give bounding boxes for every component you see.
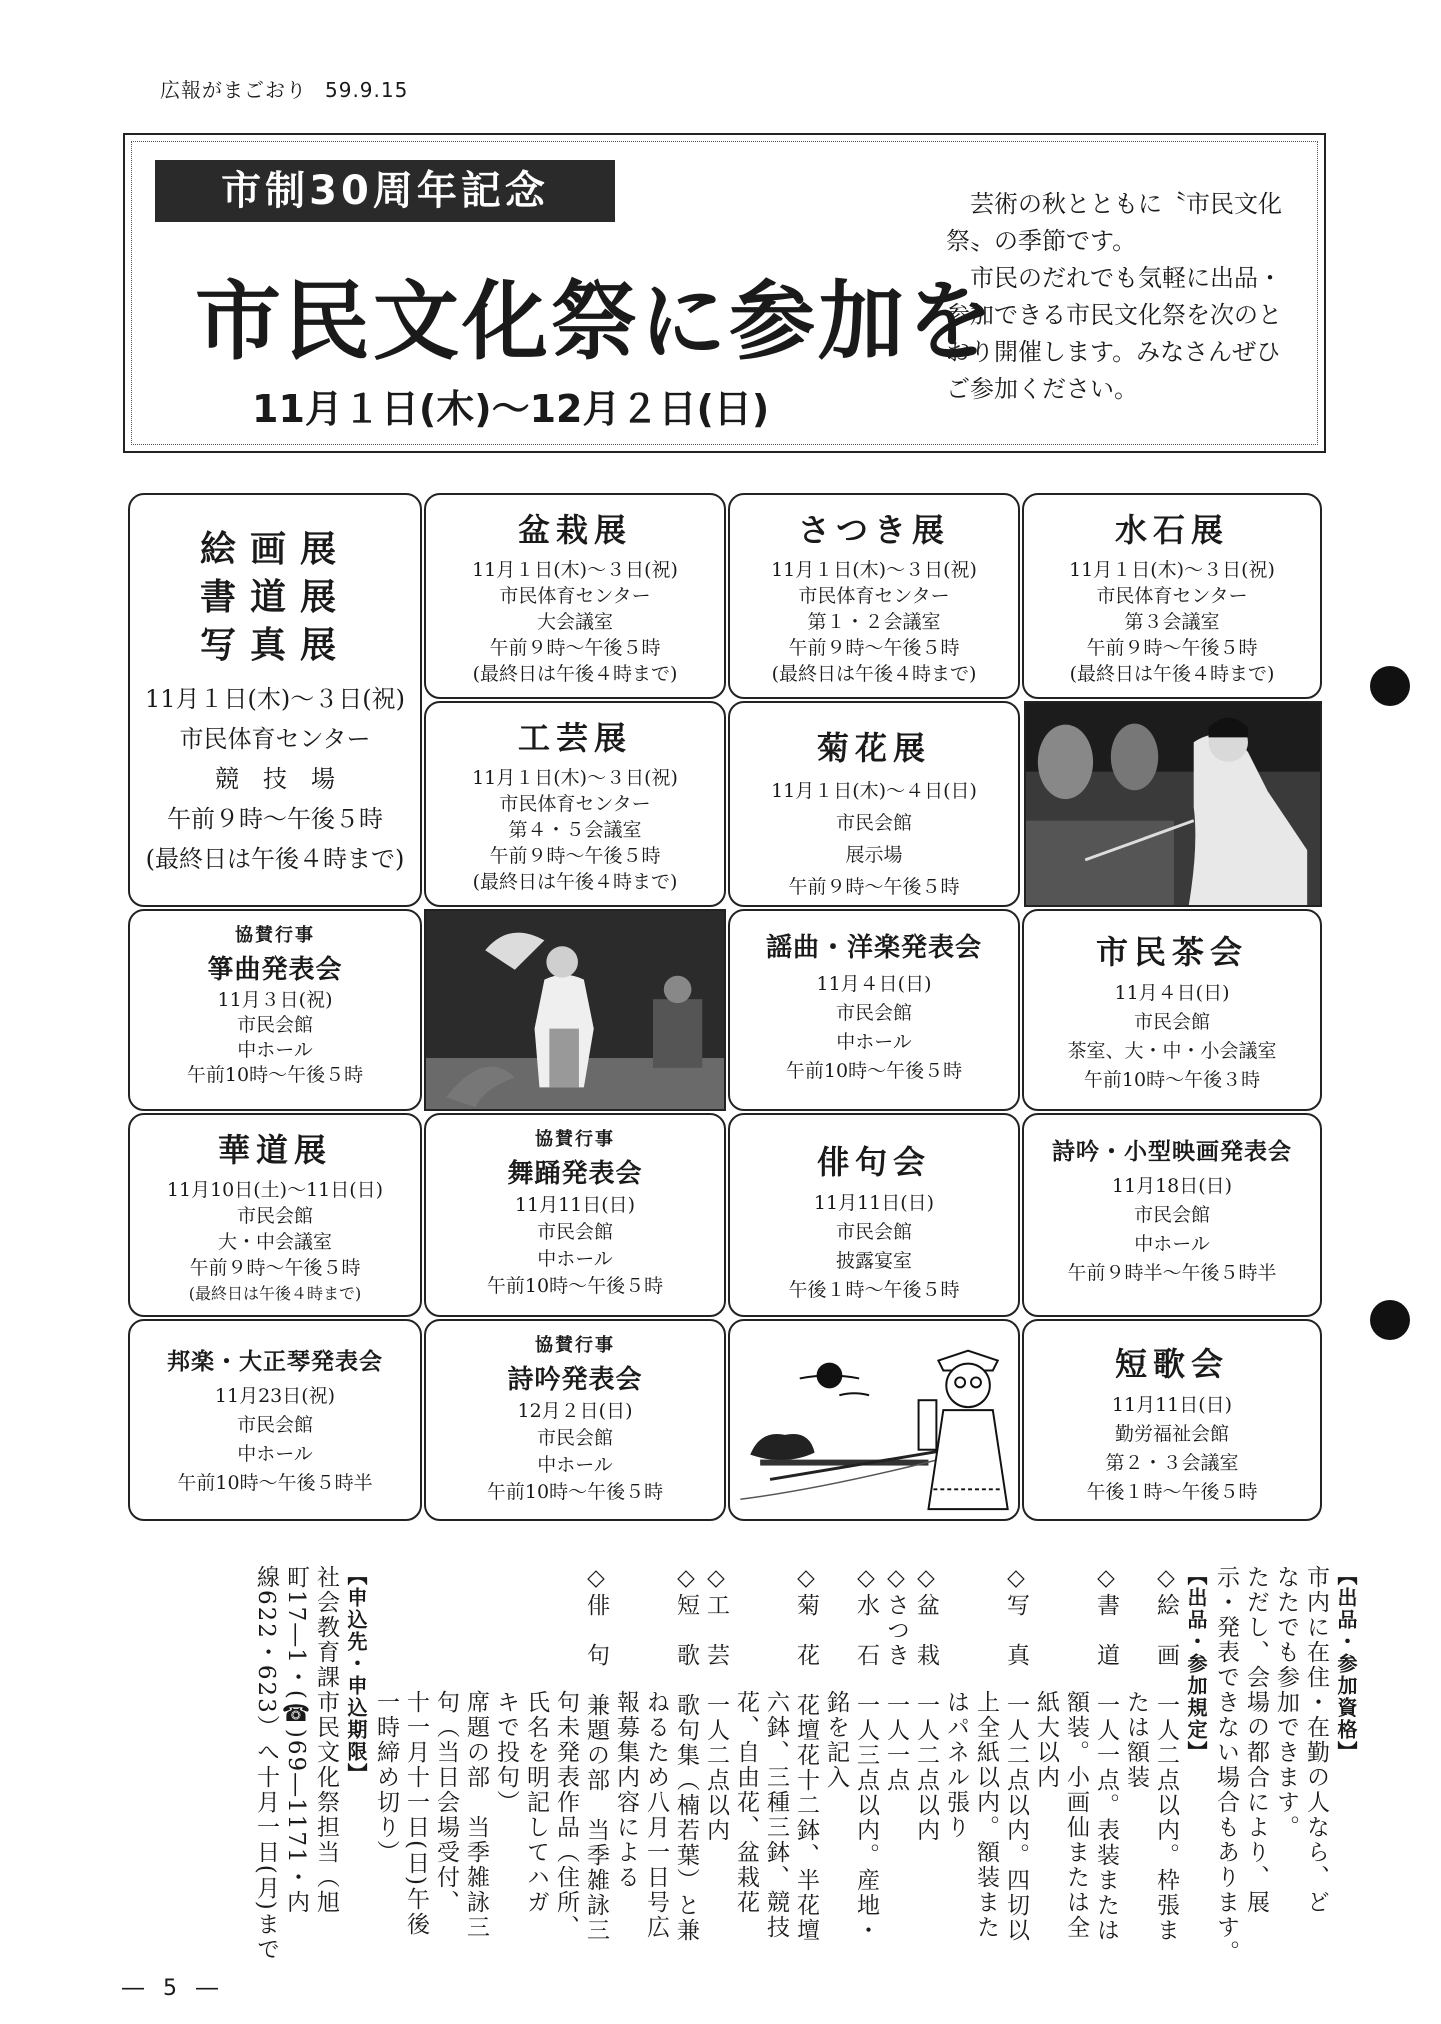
event-room: 披露宴室 [835, 1250, 912, 1272]
event-card-ikebana [128, 1113, 422, 1317]
event-hours: 午前９時～午後５時 [489, 637, 661, 659]
rules-line: 一時締め切り） [373, 1565, 399, 1865]
rules-line: ◇菊 花 花壇花十二鉢、半花壇 [793, 1565, 819, 1943]
rules-line: 市内に在住・在勤の人なら、ど [1303, 1565, 1329, 1915]
event-date: 11月11日(日) [1111, 1394, 1233, 1416]
event-date: 11月11日(日) [514, 1194, 636, 1216]
intro-text [946, 186, 1296, 408]
event-hours: 午前９時半～午後５時半 [1067, 1262, 1277, 1284]
event-room: 中ホール [537, 1454, 613, 1476]
event-note: (最終日は午後４時まで) [472, 871, 678, 893]
event-card-dance [424, 1113, 726, 1317]
poet-illustration [728, 1319, 1020, 1521]
rules-line: 銘を記入 [823, 1565, 849, 1790]
festival-period: 11月１日(木)～12月２日(日) [252, 387, 770, 431]
rules-line: ◇絵 画 一人二点以内。枠張ま [1153, 1565, 1179, 1943]
event-hours: 午前９時～午後５時 [189, 1257, 361, 1279]
event-hours: 午前10時～午後３時 [1083, 1069, 1261, 1091]
event-card-suiseki [1022, 493, 1322, 699]
event-title: 短歌会 [1114, 1345, 1229, 1383]
event-card-noh-music [728, 909, 1020, 1111]
event-title: 市民茶会 [1095, 933, 1248, 971]
event-title: 謡曲・洋楽発表会 [765, 933, 982, 963]
event-note: (最終日は午後４時まで) [771, 663, 977, 685]
eligibility-heading: 【出品・参加資格】 [1331, 1565, 1361, 1945]
rules-line: 十一月十一日(日)午後 [403, 1565, 429, 1937]
event-hours: 午前９時～午後５時 [788, 876, 960, 898]
regulations-heading: 【出品・参加規定】 [1181, 1565, 1211, 1945]
event-title: 菊花展 [816, 729, 931, 767]
event-hours: 午前９時～午後５時 [167, 805, 383, 833]
event-hours: 午前９時～午後５時 [1086, 637, 1258, 659]
event-venue: 市民体育センター [499, 793, 651, 815]
rules-line: 花、自由花、盆栽花 [733, 1565, 759, 1915]
event-date: 11月４日(日) [1114, 982, 1230, 1004]
event-venue: 市民会館 [236, 1014, 313, 1036]
event-card-chrysanthemum [728, 701, 1020, 907]
event-title: 邦楽・大正琴発表会 [167, 1348, 383, 1375]
rules-line: 六鉢、三種三鉢、競技 [763, 1565, 789, 1940]
event-card-bonsai [424, 493, 726, 699]
event-venue: 市民会館 [536, 1427, 613, 1449]
event-title: 詩吟・小型映画発表会 [1052, 1138, 1292, 1165]
event-title: さつき展 [797, 511, 950, 549]
event-room: 第４・５会議室 [508, 819, 642, 841]
page-header [160, 74, 408, 103]
event-venue: 市民会館 [236, 1414, 313, 1436]
binder-hole [1370, 666, 1410, 706]
event-date: 11月１日(木)～３日(祝) [771, 559, 977, 581]
event-note: (最終日は午後４時まで) [1069, 663, 1275, 685]
event-date: 11月３日(祝) [217, 989, 333, 1011]
event-venue: 市民会館 [536, 1221, 613, 1243]
poet-illustration-art [730, 1321, 1020, 1521]
binder-hole [1370, 1300, 1410, 1340]
rules-line: ◇書 道 一人一点。表装または [1093, 1565, 1119, 1943]
rules-line: ◇写 真 一人二点以内。四切以 [1003, 1565, 1029, 1943]
rules-line: たは額装 [1123, 1565, 1149, 1790]
rules-line: 社会教育課市民文化祭担当（旭 [313, 1565, 339, 1915]
event-hours: 午前10時～午後５時 [785, 1060, 963, 1082]
rules-line: ◇短 歌 歌句集（楠若葉）と兼 [673, 1565, 699, 1943]
event-title: 箏曲発表会 [207, 955, 343, 985]
rules-line: 上全紙以内。額装また [973, 1565, 999, 1940]
event-date: 11月23日(祝) [214, 1385, 336, 1407]
event-venue: 市民会館 [236, 1205, 313, 1227]
event-venue: 市民会館 [835, 1002, 912, 1024]
event-room: 中ホール [1134, 1233, 1210, 1255]
dance-photo [424, 909, 726, 1111]
rules-line: ◇工 芸 一人二点以内 [703, 1565, 729, 1843]
event-venue: 市民体育センター [798, 585, 950, 607]
event-room: 大会議室 [536, 611, 613, 633]
anniversary-badge: 市制30周年記念 [155, 160, 615, 222]
event-card-painting [128, 493, 422, 907]
event-venue: 市民体育センター [179, 725, 371, 753]
rules-line: はパネル張り [943, 1565, 969, 1840]
event-venue: 市民体育センター [1096, 585, 1248, 607]
event-venue: 市民体育センター [499, 585, 651, 607]
event-date: 11月18日(日) [1111, 1175, 1233, 1197]
event-title: 水石展 [1114, 511, 1229, 549]
issue-date: 59.9.15 [325, 78, 409, 102]
event-hours: 午前10時～午後５時半 [177, 1472, 373, 1494]
event-note: (最終日は午後４時まで) [472, 663, 678, 685]
event-room: 中ホール [537, 1248, 613, 1270]
event-card-shigin [424, 1319, 726, 1521]
apply-heading: 【申込先・申込期限】 [341, 1565, 371, 1945]
event-date: 11月１日(木)～３日(祝) [145, 685, 405, 713]
event-room: 第２・３会議室 [1105, 1452, 1239, 1474]
rules-line: 紙大以内 [1033, 1565, 1059, 1790]
event-room: 茶室、大・中・小会議室 [1067, 1040, 1277, 1062]
event-hours: 午前10時～午後５時 [486, 1481, 664, 1503]
rules-line: ◇俳 句 兼題の部 当季雑詠三 [583, 1565, 609, 1943]
intro-paragraph: 市民のだれでも気軽に出品・参加できる市民文化祭を次のとおり開催します。みなさんぜひご参加ください。 [946, 264, 1282, 403]
event-room: 中ホール [237, 1443, 313, 1465]
event-title: 絵画展 [199, 528, 350, 570]
event-card-satsuki [728, 493, 1020, 699]
event-hours: 午前10時～午後５時 [486, 1275, 664, 1297]
rules-line: 席題の部 当季雑詠三 [463, 1565, 489, 1940]
event-card-tanka [1022, 1319, 1322, 1521]
rules-line: 線622・623）へ十月一日(月)まで [253, 1565, 279, 1962]
rules-line: なたでも参加できます。 [1273, 1565, 1299, 1840]
event-room: 第３会議室 [1124, 611, 1220, 633]
event-room: 第１・２会議室 [807, 611, 941, 633]
event-date: 11月10日(土)～11日(日) [166, 1179, 384, 1201]
event-card-hogaku [128, 1319, 422, 1521]
event-venue: 市民会館 [835, 1221, 912, 1243]
event-room: 中ホール [237, 1039, 313, 1061]
event-date: 11月１日(木)～３日(祝) [1069, 559, 1275, 581]
event-room: 中ホール [836, 1031, 912, 1053]
event-date: 11月１日(木)～３日(祝) [472, 559, 678, 581]
event-title: 写真展 [199, 624, 350, 666]
event-title: 俳句会 [816, 1143, 931, 1181]
rules-section [251, 1565, 1361, 1965]
rules-line: 句未発表作品（住所、 [553, 1565, 579, 1940]
event-room: 展示場 [845, 844, 903, 866]
event-room: 大・中会議室 [217, 1231, 332, 1253]
event-card-crafts [424, 701, 726, 907]
rules-line: 額装。小画仙または全 [1063, 1565, 1089, 1940]
event-hours: 午後１時～午後５時 [788, 1279, 960, 1301]
rules-line: ねるため八月一日号広 [643, 1565, 669, 1940]
rules-line: 町17―1・(☎)69―1171・内 [283, 1565, 309, 1915]
publication-name: 広報がまごおり [160, 78, 307, 102]
rules-line: ◇盆 栽 一人二点以内 [913, 1565, 939, 1843]
event-date: 11月４日(日) [816, 973, 932, 995]
event-note: (最終日は午後４時まで) [145, 845, 405, 873]
event-venue: 勤労福祉会館 [1114, 1423, 1229, 1445]
event-title: 盆栽展 [517, 511, 632, 549]
tea-ceremony-photo [1024, 701, 1322, 907]
event-hours: 午前10時～午後５時 [186, 1064, 364, 1086]
page-number: ― 5 ― [122, 1976, 224, 2001]
event-date: 12月２日(日) [517, 1400, 633, 1422]
event-title: 書道展 [199, 576, 350, 618]
event-card-tea-party [1022, 909, 1322, 1111]
event-room: 競 技 場 [215, 765, 335, 793]
event-venue: 市民会館 [1133, 1204, 1210, 1226]
intro-paragraph: 芸術の秋とともに〝市民文化祭〟の季節です。 [946, 190, 1282, 255]
sponsor-label: 協賛行事 [535, 1129, 615, 1150]
event-card-shigin-film [1022, 1113, 1322, 1317]
event-note: (最終日は午後４時まで) [188, 1284, 362, 1303]
rules-line: 氏名を明記してハガ [523, 1565, 549, 1915]
rules-line: ただし、会場の都合により、展 [1243, 1565, 1269, 1915]
rules-line: ◇さつき 一人一点 [883, 1565, 909, 1793]
sponsor-label: 協賛行事 [235, 925, 315, 946]
rules-line: 報募集内容による [613, 1565, 639, 1890]
event-title: 工芸展 [517, 719, 632, 757]
event-card-haiku [728, 1113, 1020, 1317]
event-date: 11月11日(日) [813, 1192, 935, 1214]
rules-line: 句（当日会場受付、 [433, 1565, 459, 1915]
rules-line: ◇水 石 一人三点以内。産地・ [853, 1565, 879, 1943]
event-hours: 午前９時～午後５時 [489, 845, 661, 867]
event-title: 詩吟発表会 [507, 1365, 643, 1395]
event-date: 11月１日(木)～３日(祝) [472, 767, 678, 789]
event-card-koto [128, 909, 422, 1111]
rules-line: キで投句） [493, 1565, 519, 1815]
rules-line: 示・発表できない場合もあります。 [1213, 1565, 1239, 1965]
sponsor-label: 協賛行事 [535, 1335, 615, 1356]
event-title: 華道展 [217, 1131, 332, 1169]
event-venue: 市民会館 [1133, 1011, 1210, 1033]
event-hours: 午後１時～午後５時 [1086, 1481, 1258, 1503]
event-venue: 市民会館 [835, 812, 912, 834]
event-hours: 午前９時～午後５時 [788, 637, 960, 659]
event-date: 11月１日(木)～４日(日) [771, 780, 977, 802]
event-title: 舞踊発表会 [507, 1159, 643, 1189]
main-title: 市民文化祭に参加を [195, 271, 996, 372]
